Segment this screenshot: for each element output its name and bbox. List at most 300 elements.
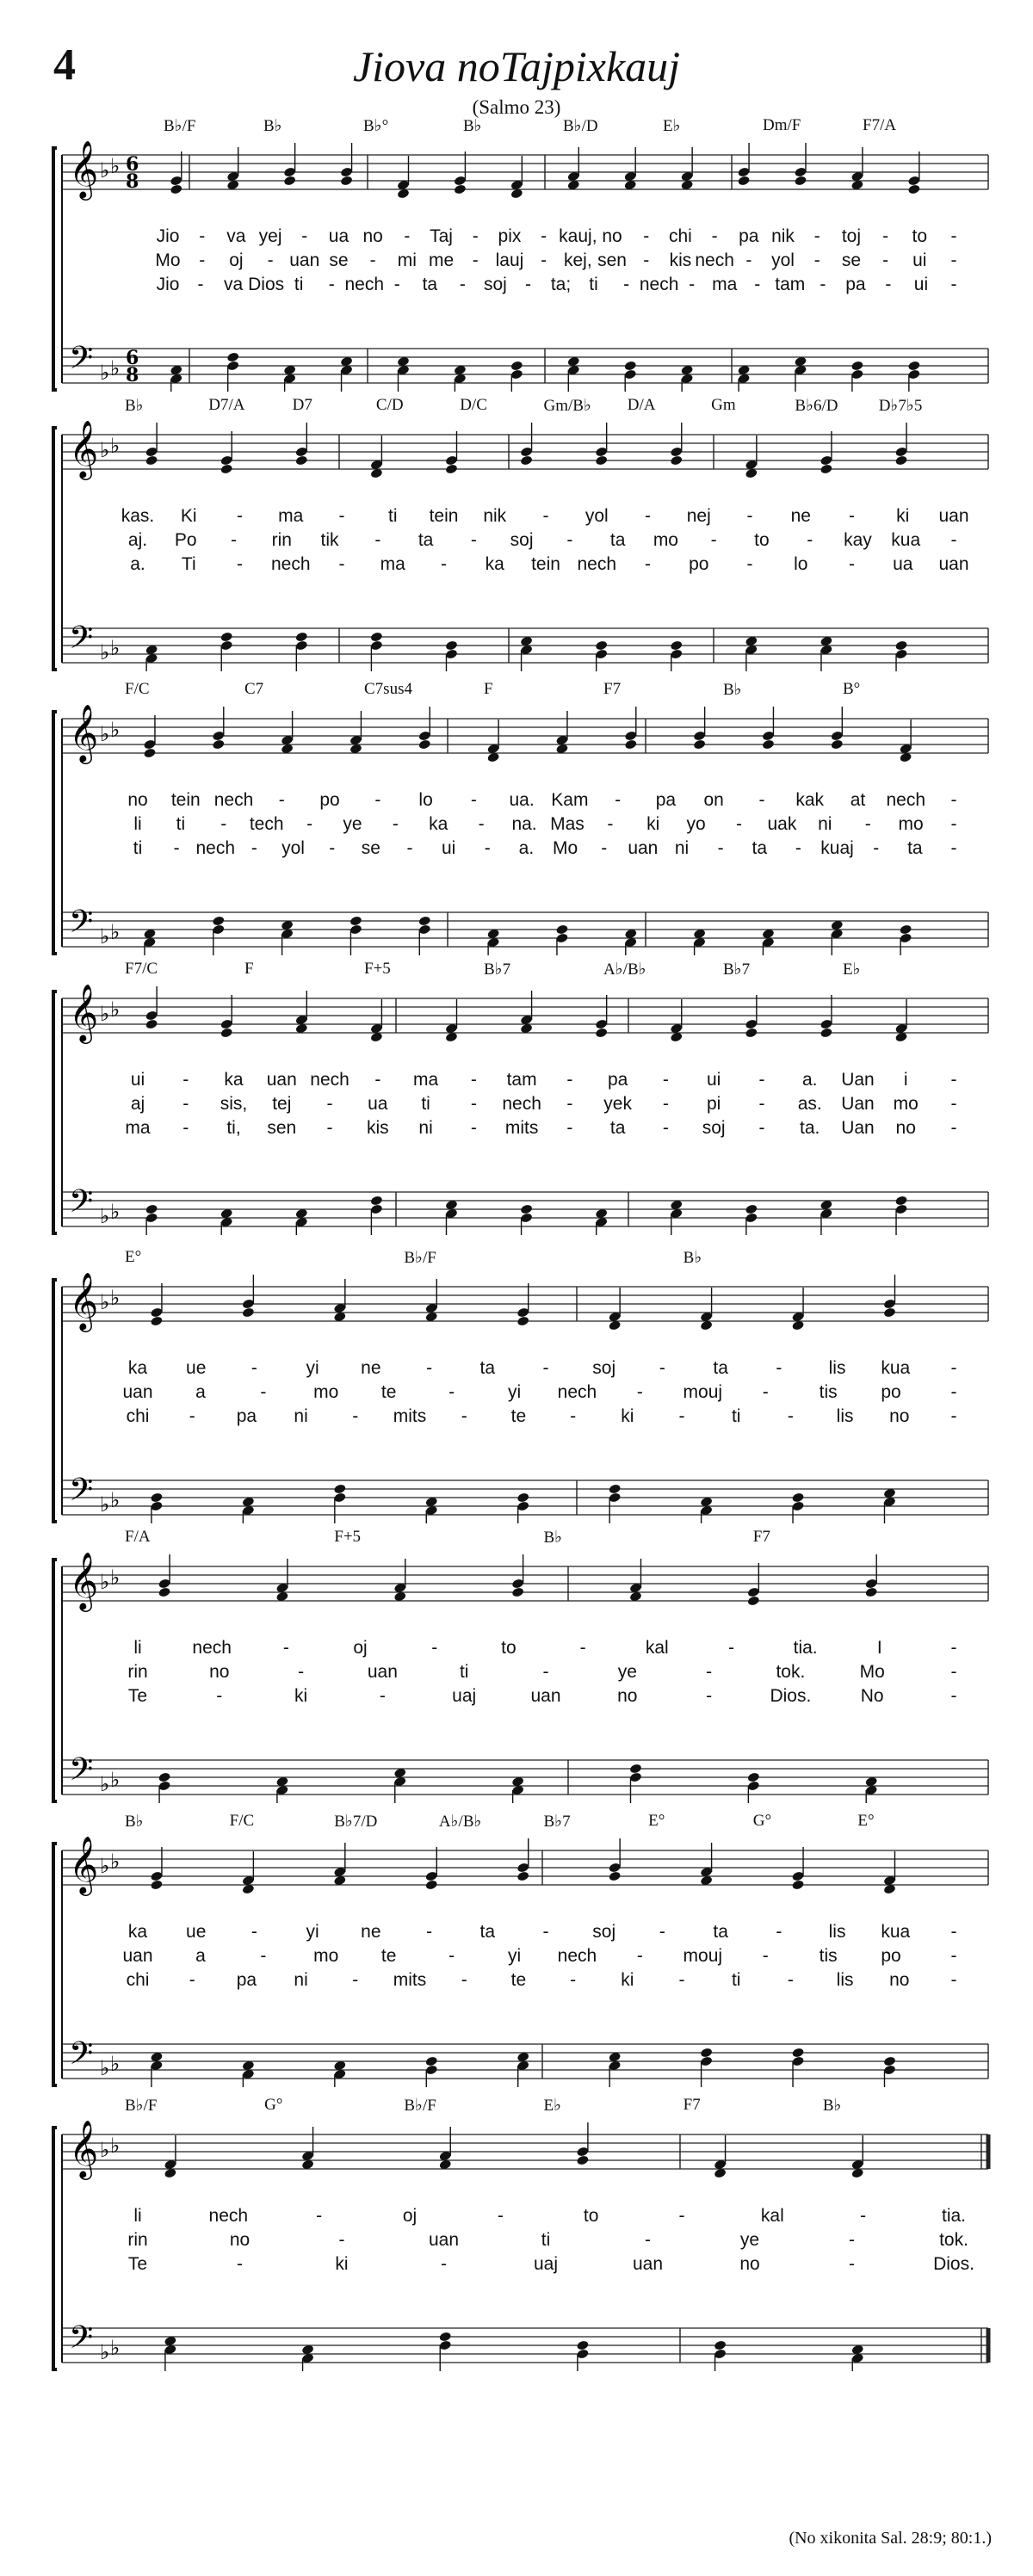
- syllable: a.: [130, 554, 145, 574]
- hyphen: -: [776, 1358, 782, 1378]
- hyphen: -: [541, 250, 547, 270]
- notehead: [158, 1586, 170, 1597]
- notehead: [894, 1195, 907, 1206]
- hyphen: -: [393, 275, 400, 294]
- syllable: yej: [258, 226, 282, 246]
- chord-symbol: Gm/B♭: [543, 397, 591, 415]
- lyric-verse-1: [43, 1922, 999, 1946]
- treble-clef-icon: 𝄞: [69, 703, 99, 762]
- hyphen: -: [754, 275, 761, 294]
- syllable: oj: [402, 2206, 418, 2226]
- notehead: [820, 1027, 832, 1038]
- syllable: uaj: [452, 1686, 477, 1706]
- syllable: Dios.: [933, 2254, 974, 2274]
- syllable: mits: [393, 1406, 427, 1426]
- chord-symbol: C7: [244, 680, 264, 698]
- syllable: ta: [752, 838, 768, 858]
- syllable: te: [380, 1946, 397, 1966]
- syllable: lis: [836, 1970, 854, 1990]
- syllable: mo: [898, 814, 924, 834]
- flat-icon: ♭: [110, 1850, 121, 1874]
- syllable: ta.: [800, 1118, 820, 1138]
- hyphen: -: [882, 226, 889, 246]
- syllable: ta: [418, 530, 434, 550]
- hyphen: -: [461, 1406, 467, 1426]
- syllable: no: [362, 226, 383, 246]
- notehead: [791, 2047, 804, 2058]
- notehead: [242, 1307, 255, 1318]
- hyphen: -: [189, 1406, 195, 1426]
- system-5: [43, 1248, 999, 1523]
- notehead: [899, 924, 912, 935]
- hyphen: -: [570, 1406, 577, 1426]
- hyphen: -: [950, 275, 957, 294]
- syllable: ta: [609, 530, 626, 550]
- syllable: ti: [731, 1970, 741, 1990]
- hyphen: -: [237, 506, 243, 526]
- syllable: po: [881, 1946, 901, 1966]
- notehead: [510, 360, 523, 371]
- hyphen: -: [189, 1970, 195, 1990]
- syllable: soj: [483, 275, 507, 294]
- syllable: tech: [249, 814, 284, 834]
- hyphen: -: [643, 226, 650, 246]
- time-signature: 8: [126, 170, 139, 193]
- syllable: uan: [289, 250, 320, 270]
- syllable: nech: [310, 1070, 349, 1090]
- flat-icon: ♭: [100, 438, 110, 462]
- lyric-verse-2: [43, 530, 999, 554]
- syllable: Kam: [551, 790, 589, 810]
- hyphen: -: [645, 2230, 651, 2250]
- syllable: lis: [836, 1406, 854, 1426]
- syllable: ni: [818, 814, 832, 834]
- chord-symbol: B♭/D: [563, 117, 598, 135]
- notehead: [576, 2154, 589, 2165]
- chord-symbol: F7: [752, 1528, 770, 1546]
- lyric-verse-3: [43, 1118, 999, 1142]
- syllable: ti: [589, 275, 598, 294]
- syllable: uan: [367, 1662, 398, 1682]
- syllable: ma: [278, 506, 304, 526]
- flat-icon: ♭: [100, 924, 110, 948]
- syllable: ki: [646, 814, 660, 834]
- chord-symbol: E♭: [543, 2097, 562, 2115]
- syllable: ka: [127, 1358, 148, 1378]
- notehead: [595, 1027, 608, 1038]
- notehead: [851, 360, 863, 371]
- notehead: [516, 1492, 529, 1503]
- syllable: kas.: [121, 506, 155, 526]
- notehead: [714, 2339, 727, 2351]
- hyphen: -: [950, 1358, 957, 1378]
- hyphen: -: [950, 790, 957, 810]
- hyphen: -: [864, 814, 871, 834]
- hyphen: -: [776, 1922, 782, 1942]
- hyphen: -: [470, 1070, 477, 1090]
- chord-symbol: F+5: [334, 1528, 362, 1546]
- notehead: [445, 639, 458, 651]
- treble-clef-icon: 𝄞: [69, 1835, 99, 1893]
- hyphen: -: [950, 838, 957, 858]
- syllable: tik: [320, 530, 339, 550]
- syllable: tej: [272, 1094, 292, 1114]
- hyphen: -: [566, 1118, 573, 1138]
- lyric-verse-2: [43, 2230, 999, 2254]
- treble-clef-icon: 𝄞: [69, 1271, 99, 1330]
- hyphen: -: [352, 1970, 359, 1990]
- treble-staff: [62, 1275, 988, 1331]
- notehead: [791, 1492, 804, 1503]
- hyphen: -: [882, 250, 889, 270]
- notehead: [794, 175, 807, 186]
- syllable: no: [617, 1686, 638, 1706]
- syllable: i: [903, 1070, 908, 1090]
- syllable: sis,: [220, 1094, 248, 1114]
- chord-symbol: B♭: [543, 1529, 563, 1547]
- hyphen: -: [329, 838, 336, 858]
- hyphen: -: [316, 2206, 323, 2226]
- hyphen: -: [849, 554, 855, 574]
- time-signature: 6: [126, 153, 139, 176]
- syllable: me: [428, 250, 455, 270]
- hyphen: -: [251, 1358, 257, 1378]
- syllable: uan: [530, 1686, 561, 1706]
- syllable: nik: [771, 226, 795, 246]
- notehead: [170, 183, 182, 195]
- hyphen: -: [542, 1662, 549, 1682]
- syllable: mits: [393, 1970, 427, 1990]
- hyphen: -: [404, 226, 411, 246]
- syllable: aj: [130, 1094, 145, 1114]
- chord-symbol: B♭7: [723, 961, 751, 979]
- hyphen: -: [448, 1946, 455, 1966]
- syllable: ti: [541, 2230, 551, 2250]
- syllable: nech: [195, 838, 236, 858]
- syllable: Ti: [181, 554, 196, 574]
- syllable: ta: [907, 838, 923, 858]
- syllable: kua: [891, 530, 921, 550]
- syllable: soj: [510, 530, 534, 550]
- lyric-verse-2: [43, 250, 999, 275]
- syllable: ue: [186, 1922, 207, 1942]
- syllable: mo: [313, 1946, 339, 1966]
- hyphen: -: [338, 554, 345, 574]
- hyphen: -: [328, 275, 335, 294]
- treble-clef-icon: 𝄞: [69, 1551, 99, 1609]
- hyphen: -: [278, 790, 285, 810]
- hyphen: -: [406, 838, 413, 858]
- treble-clef-icon: 𝄞: [69, 419, 99, 478]
- hyphen: -: [182, 1094, 189, 1114]
- hyphen: -: [820, 275, 826, 294]
- notehead: [516, 1315, 529, 1326]
- syllable: ua.: [509, 790, 535, 810]
- chord-symbol: B♭: [125, 397, 144, 415]
- flat-icon: ♭: [100, 2056, 110, 2080]
- flat-icon: ♭: [100, 640, 110, 664]
- hyphen: -: [338, 506, 345, 526]
- syllable: Ki: [180, 506, 197, 526]
- lyric-verse-1: [43, 2206, 999, 2230]
- system-6: [43, 1528, 999, 1803]
- notehead: [595, 639, 608, 651]
- syllable: chi: [126, 1970, 150, 1990]
- hyphen: -: [807, 530, 813, 550]
- hyphen: -: [566, 530, 573, 550]
- syllable: oj: [353, 1638, 368, 1658]
- flat-icon: ♭: [100, 1204, 110, 1228]
- syllable: soj: [702, 1118, 726, 1138]
- syllable: ni: [294, 1406, 308, 1426]
- hyphen: -: [470, 1118, 477, 1138]
- syllable: a.: [518, 838, 535, 858]
- hyphen: -: [251, 838, 257, 858]
- chord-symbol: F+5: [364, 960, 391, 978]
- syllable: ne: [361, 1358, 381, 1378]
- bass-clef-icon: 𝄢: [69, 2320, 94, 2363]
- hyphen: -: [643, 250, 650, 270]
- syllable: kay: [844, 530, 872, 550]
- hyphen: -: [260, 1382, 267, 1402]
- syllable: ma: [125, 1118, 151, 1138]
- bass-clef-icon: 𝄢: [69, 1751, 94, 1795]
- syllable: ui: [913, 275, 929, 294]
- syllable: ti: [459, 1662, 469, 1682]
- syllable: tis: [819, 1946, 838, 1966]
- syllable: uan: [938, 506, 969, 526]
- notehead: [737, 175, 750, 186]
- hyphen: -: [470, 530, 477, 550]
- hyphen: -: [950, 1382, 957, 1402]
- hyphen: -: [758, 1094, 765, 1114]
- notehead: [670, 454, 683, 466]
- syllable: Uan: [841, 1094, 875, 1114]
- syllable: pa: [236, 1970, 257, 1990]
- hyphen: -: [374, 530, 381, 550]
- hyphen: -: [392, 814, 399, 834]
- chord-symbol: B♭/F: [404, 2097, 436, 2115]
- chord-symbol: B♭7: [543, 1813, 571, 1831]
- syllable: mi: [397, 250, 417, 270]
- syllable: sen: [267, 1118, 297, 1138]
- hyphen: -: [338, 2230, 345, 2250]
- hyphen: -: [659, 1358, 665, 1378]
- bass-clef-icon: 𝄢: [69, 904, 94, 948]
- syllable: uan: [122, 1946, 153, 1966]
- hyphen: -: [182, 1118, 189, 1138]
- syllable: kal: [760, 2206, 784, 2226]
- syllable: ti: [388, 506, 398, 526]
- syllable: ua: [893, 554, 913, 574]
- syllable: rin: [127, 2230, 148, 2250]
- syllable: ma: [412, 1070, 439, 1090]
- hyphen: -: [472, 226, 479, 246]
- syllable: Po: [174, 530, 197, 550]
- hyphen: -: [199, 226, 206, 246]
- notehead: [894, 639, 907, 651]
- chord-symbol: B♭7: [484, 961, 511, 979]
- notehead: [212, 915, 225, 926]
- hyphen: -: [706, 1662, 713, 1682]
- hyphen: -: [220, 814, 227, 834]
- chord-symbol: B♭: [125, 1813, 144, 1831]
- syllable: ma: [712, 275, 738, 294]
- lyric-verse-1: [43, 226, 999, 250]
- syllable: as.: [797, 1094, 822, 1114]
- hyphen: -: [678, 1406, 685, 1426]
- hyphen: -: [231, 530, 238, 550]
- syllable: pa: [845, 275, 866, 294]
- notehead: [883, 1307, 896, 1318]
- notehead: [608, 1483, 621, 1494]
- syllable: nech: [502, 1094, 541, 1114]
- syllable: yi: [507, 1946, 522, 1966]
- syllable: toj: [841, 226, 861, 246]
- lyric-verse-2: [43, 1094, 999, 1118]
- syllable: se: [361, 838, 380, 858]
- notehead: [418, 915, 431, 926]
- syllable: nech: [344, 275, 385, 294]
- syllable: tam: [506, 1070, 537, 1090]
- syllable: nech: [208, 2206, 249, 2226]
- hyphen: -: [426, 1358, 433, 1378]
- syllable: chi: [126, 1406, 150, 1426]
- hymn-title: Jiova noTajpixkauj: [352, 42, 681, 90]
- hyphen: -: [282, 1638, 289, 1658]
- flat-icon: ♭: [100, 1570, 110, 1594]
- system-7: [43, 1812, 999, 2087]
- hyphen: -: [541, 226, 547, 246]
- syllable: mo: [893, 1094, 919, 1114]
- syllable: aj.: [127, 530, 148, 550]
- chord-symbol: E♭: [663, 117, 681, 135]
- chord-symbol: F/A: [125, 1528, 151, 1546]
- flat-icon: ♭: [110, 2134, 121, 2158]
- syllable: yi: [306, 1358, 319, 1378]
- notehead: [370, 1195, 383, 1206]
- notehead: [516, 1870, 529, 1881]
- syllable: no: [739, 2254, 760, 2274]
- chord-symbol: E°: [125, 1248, 142, 1266]
- syllable: yi: [306, 1922, 319, 1942]
- hyphen: -: [182, 1070, 189, 1090]
- syllable: pi: [706, 1094, 721, 1114]
- syllable: mits: [504, 1118, 539, 1138]
- hyphen: -: [659, 1922, 665, 1942]
- notehead: [454, 183, 467, 195]
- flat-icon: ♭: [110, 154, 121, 178]
- syllable: uan: [938, 554, 969, 574]
- notehead: [693, 738, 706, 750]
- chord-symbol: B♭: [683, 1249, 702, 1267]
- treble-staff: [62, 423, 988, 479]
- chord-symbol: C/D: [375, 396, 404, 414]
- notehead: [747, 1595, 760, 1606]
- notehead: [226, 351, 239, 362]
- syllable: na.: [511, 814, 537, 834]
- chord-symbol: Dm/F: [763, 116, 801, 134]
- hyphen: -: [849, 506, 855, 526]
- syllable: tam: [775, 275, 806, 294]
- syllable: ki: [621, 1970, 634, 1990]
- hyphen: -: [542, 506, 549, 526]
- syllable: nech: [270, 554, 311, 574]
- treble-staff: [62, 1838, 988, 1895]
- syllable: ui: [441, 838, 456, 858]
- syllable: at: [850, 790, 866, 810]
- hyphen: -: [579, 1638, 586, 1658]
- lyric-verse-1: [43, 506, 999, 530]
- chord-symbol: A♭/B♭: [438, 1813, 482, 1831]
- syllable: lo: [418, 790, 433, 810]
- flat-icon: ♭: [110, 2336, 121, 2360]
- lyric-verse-1: [43, 790, 999, 814]
- syllable: po: [319, 790, 340, 810]
- flat-icon: ♭: [100, 1854, 110, 1878]
- syllable: oj: [229, 250, 244, 270]
- syllable: ka: [127, 1922, 148, 1942]
- time-signature: 6: [126, 347, 139, 369]
- notehead: [576, 2339, 589, 2351]
- syllable: no: [602, 226, 622, 246]
- flat-icon: ♭: [110, 1566, 121, 1590]
- syllable: ti: [294, 275, 304, 294]
- hyphen: -: [758, 1070, 765, 1090]
- syllable: ui: [912, 250, 927, 270]
- hyphen: -: [678, 2206, 685, 2226]
- chord-symbol: G°: [752, 1812, 772, 1830]
- hyphen: -: [885, 275, 892, 294]
- syllable: pix: [498, 226, 522, 246]
- hyphen: -: [197, 275, 204, 294]
- lyric-verse-2: [43, 1382, 999, 1406]
- syllable: nech: [557, 1946, 597, 1966]
- notehead: [831, 738, 844, 750]
- syllable: ki: [335, 2254, 349, 2274]
- lyric-verse-3: [43, 275, 999, 299]
- syllable: Mo: [859, 1662, 885, 1682]
- syllable: ka: [429, 814, 448, 834]
- hyphen: -: [950, 1686, 957, 1706]
- hyphen: -: [860, 2206, 867, 2226]
- syllable: li: [133, 2206, 142, 2226]
- system-2: [43, 396, 999, 671]
- syllable: Uan: [841, 1070, 875, 1090]
- hyphen: -: [762, 1946, 769, 1966]
- syllable: te: [380, 1382, 397, 1402]
- syllable: Jio: [156, 226, 180, 246]
- hyphen: -: [813, 250, 820, 270]
- hyphen: -: [484, 838, 491, 858]
- system-8: [43, 2096, 999, 2371]
- syllable: yol: [585, 506, 609, 526]
- notehead: [150, 1315, 163, 1326]
- hyphen: -: [645, 554, 651, 574]
- notehead: [145, 1018, 158, 1029]
- syllable: Uan: [841, 1118, 875, 1138]
- hyphen: -: [441, 554, 447, 574]
- hyphen: -: [795, 838, 801, 858]
- hyphen: -: [762, 1382, 769, 1402]
- lyric-verse-3: [43, 1970, 999, 1994]
- syllable: yek: [603, 1094, 632, 1114]
- notehead: [220, 631, 233, 642]
- treble-clef-icon: 𝄞: [69, 139, 99, 198]
- syllable: yol: [771, 250, 795, 270]
- lyric-verse-3: [43, 554, 999, 578]
- syllable: soj: [592, 1358, 616, 1378]
